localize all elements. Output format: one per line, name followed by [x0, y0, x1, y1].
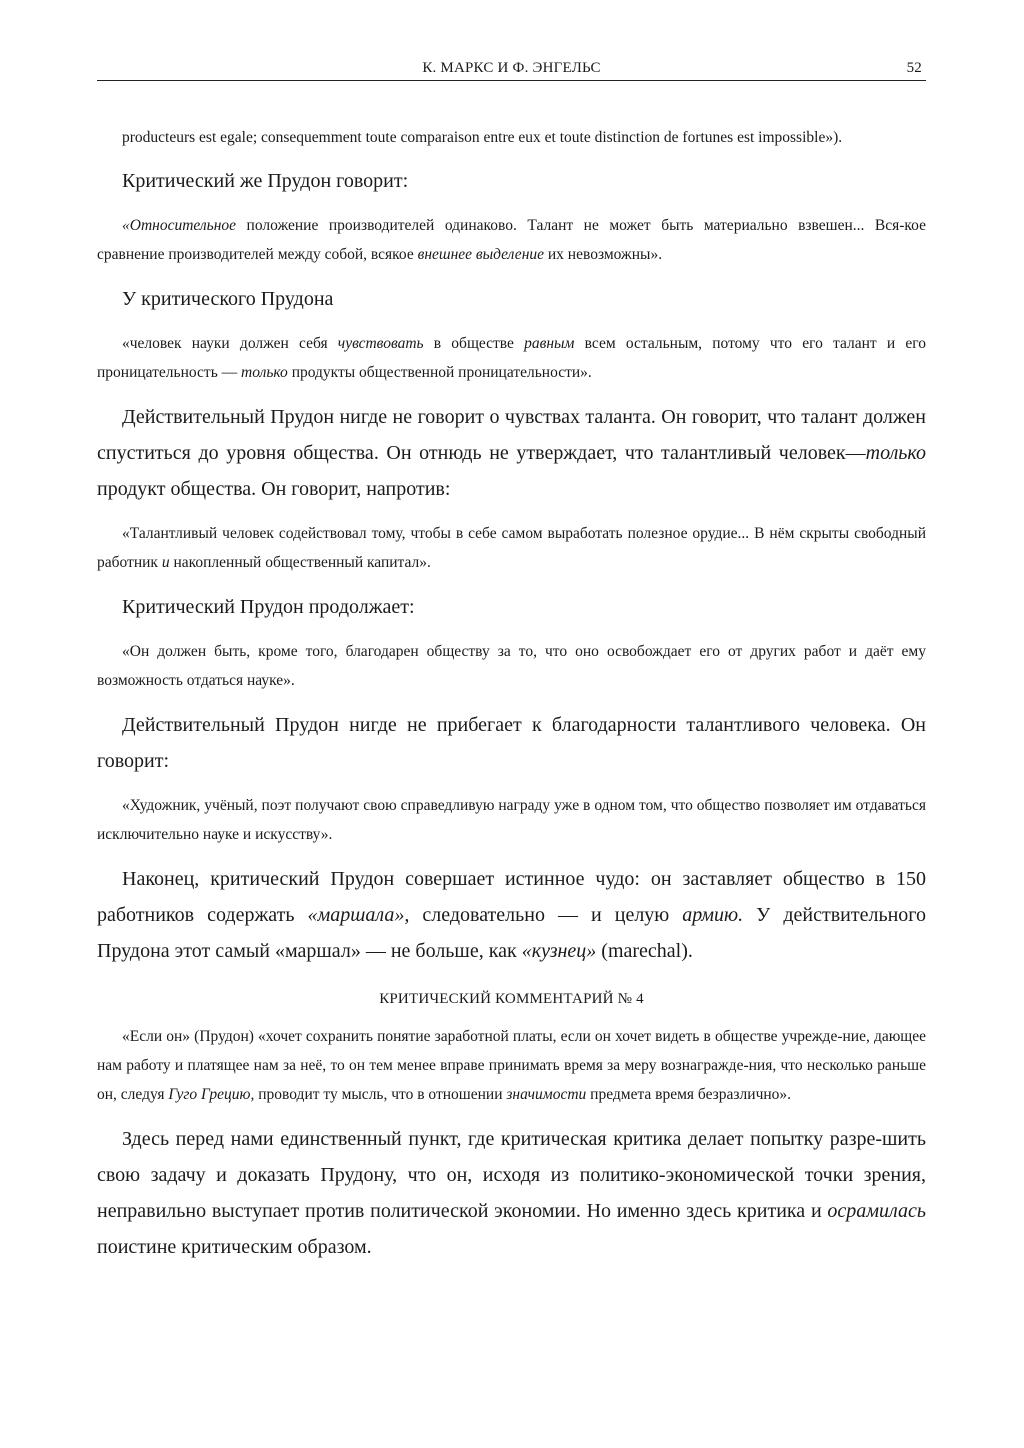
paragraph-emphasis: осрамилась — [827, 1200, 926, 1222]
paragraph-real-proudhon-gratitude — [97, 707, 926, 779]
quote-emphasis: и — [161, 554, 170, 571]
quote-text: «человек науки должен себя — [122, 335, 338, 352]
quote-text: их невозможны». — [544, 246, 663, 263]
header-title: К. МАРКС И Ф. ЭНГЕЛЬС — [422, 60, 601, 76]
quote-text: «Талантливый человек содействовал тому, чтобы в себе самом выработать полезное орудие... В нём скрыты свободный работник — [97, 525, 926, 571]
paragraph-text: У действительного Прудона этот самый «маршал» — не больше, как — [97, 904, 926, 962]
paragraph-critical-proudhon-says — [97, 163, 926, 199]
paragraph-text: поистине критическим образом. — [97, 1236, 372, 1258]
quote-text: «Он должен быть, кроме того, благодарен обществу за то, что оно освобождает его от других работ и даёт ему возможность отдаться науке». — [97, 643, 926, 689]
quote-emphasis: только — [241, 364, 288, 381]
quote-talented-man — [97, 519, 926, 577]
quote-emphasis: Относительное — [129, 217, 237, 234]
paragraph-real-proudhon-talent — [97, 399, 926, 507]
quote-text: положение производителей одинаково. Талант не может быть материально взвешен... Вся-кое сравнение производителей между собой, всякое — [97, 217, 926, 263]
quote-text: в обществе — [423, 335, 525, 352]
quote-grateful-to-society — [97, 637, 926, 695]
quote-text: проводит ту мысль, что в отношении — [254, 1086, 507, 1103]
paragraph-text: Здесь перед нами единственный пункт, где критическая критика делает попытку разре-шить свою задачу и доказать Прудону, что он, исходя из политико-экономической точки зрения, неправильно выступает против политической экономии. Но именно здесь критика и — [97, 1128, 926, 1222]
paragraph-text: У критического Прудона — [122, 288, 334, 310]
paragraph-text: Критический Прудон продолжает: — [122, 596, 415, 618]
page-number: 52 — [906, 60, 922, 76]
paragraph-text: продукт общества. Он говорит, напротив: — [97, 478, 451, 500]
quote-text: producteurs est egale; consequemment toute comparaison entre eux et toute distinction de fortunes est impossible»). — [122, 129, 843, 146]
paragraph-emphasis: «маршала», — [307, 904, 410, 926]
quote-wages — [97, 1022, 926, 1109]
quote-continuation — [97, 127, 926, 149]
section-heading: КРИТИЧЕСКИЙ КОММЕНТАРИЙ № 4 — [379, 991, 644, 1007]
document-page — [97, 58, 926, 1265]
paragraph-emphasis: армию. — [682, 904, 744, 926]
quote-text: «Художник, учёный, поэт получают свою справедливую награду уже в одном том, что общество позволяет им отдаваться исключительно науке и искусству». — [97, 797, 926, 843]
quote-open: « — [122, 217, 130, 234]
quote-text: всем остальным, потому что его талант и его проницательность — — [97, 335, 927, 381]
quote-emphasis: Гуго Грецию, — [168, 1086, 255, 1103]
quote-emphasis: внешнее выделение — [417, 246, 545, 263]
paragraph-text: Критический же Прудон говорит: — [122, 170, 409, 192]
paragraph-text: Действительный Прудон нигде не прибегает к благодарности талантливого человека. Он говорит: — [97, 714, 926, 772]
quote-emphasis: равным — [524, 335, 575, 352]
quote-emphasis: чувствовать — [337, 335, 424, 352]
paragraph-critical-proudhon-continues — [97, 589, 926, 625]
paragraph-emphasis: только — [865, 442, 926, 464]
paragraph-text: Наконец, критический Прудон совершает истинное чудо: он заставляет общество в 150 работников содержать — [97, 868, 926, 926]
paragraph-marshal-miracle — [97, 861, 926, 969]
quote-artist-scholar-poet — [97, 791, 926, 849]
paragraph-text: Действительный Прудон нигде не говорит о чувствах таланта. Он говорит, что талант должен спуститься до уровня общества. Он отнюдь не утверждает, что талантливый человек— — [97, 406, 926, 464]
quote-relative-position — [97, 211, 926, 269]
paragraph-text: (marechal). — [596, 940, 693, 962]
running-header — [97, 58, 926, 81]
quote-emphasis: значимости — [506, 1086, 587, 1103]
quote-text: накопленный общественный капитал». — [169, 554, 431, 571]
quote-text: продукты общественной проницательности». — [287, 364, 592, 381]
quote-man-of-science — [97, 329, 926, 387]
paragraph-text: следовательно — и целую — [409, 904, 683, 926]
paragraph-emphasis: «кузнец» — [521, 940, 597, 962]
paragraph-critical-proudhon-has — [97, 281, 926, 317]
paragraph-critical-critique-disgraced — [97, 1121, 926, 1265]
quote-text: предмета время безразлично». — [586, 1086, 792, 1103]
quote-text: «Если он» (Прудон) «хочет сохранить понятие заработной платы, если он хочет видеть в обществе учрежде-ние, дающее нам работу и платящее нам за неё, то он тем менее вправе принимать время за меру вознагражде-ния, что несколько раньше он, следуя — [97, 1028, 926, 1103]
